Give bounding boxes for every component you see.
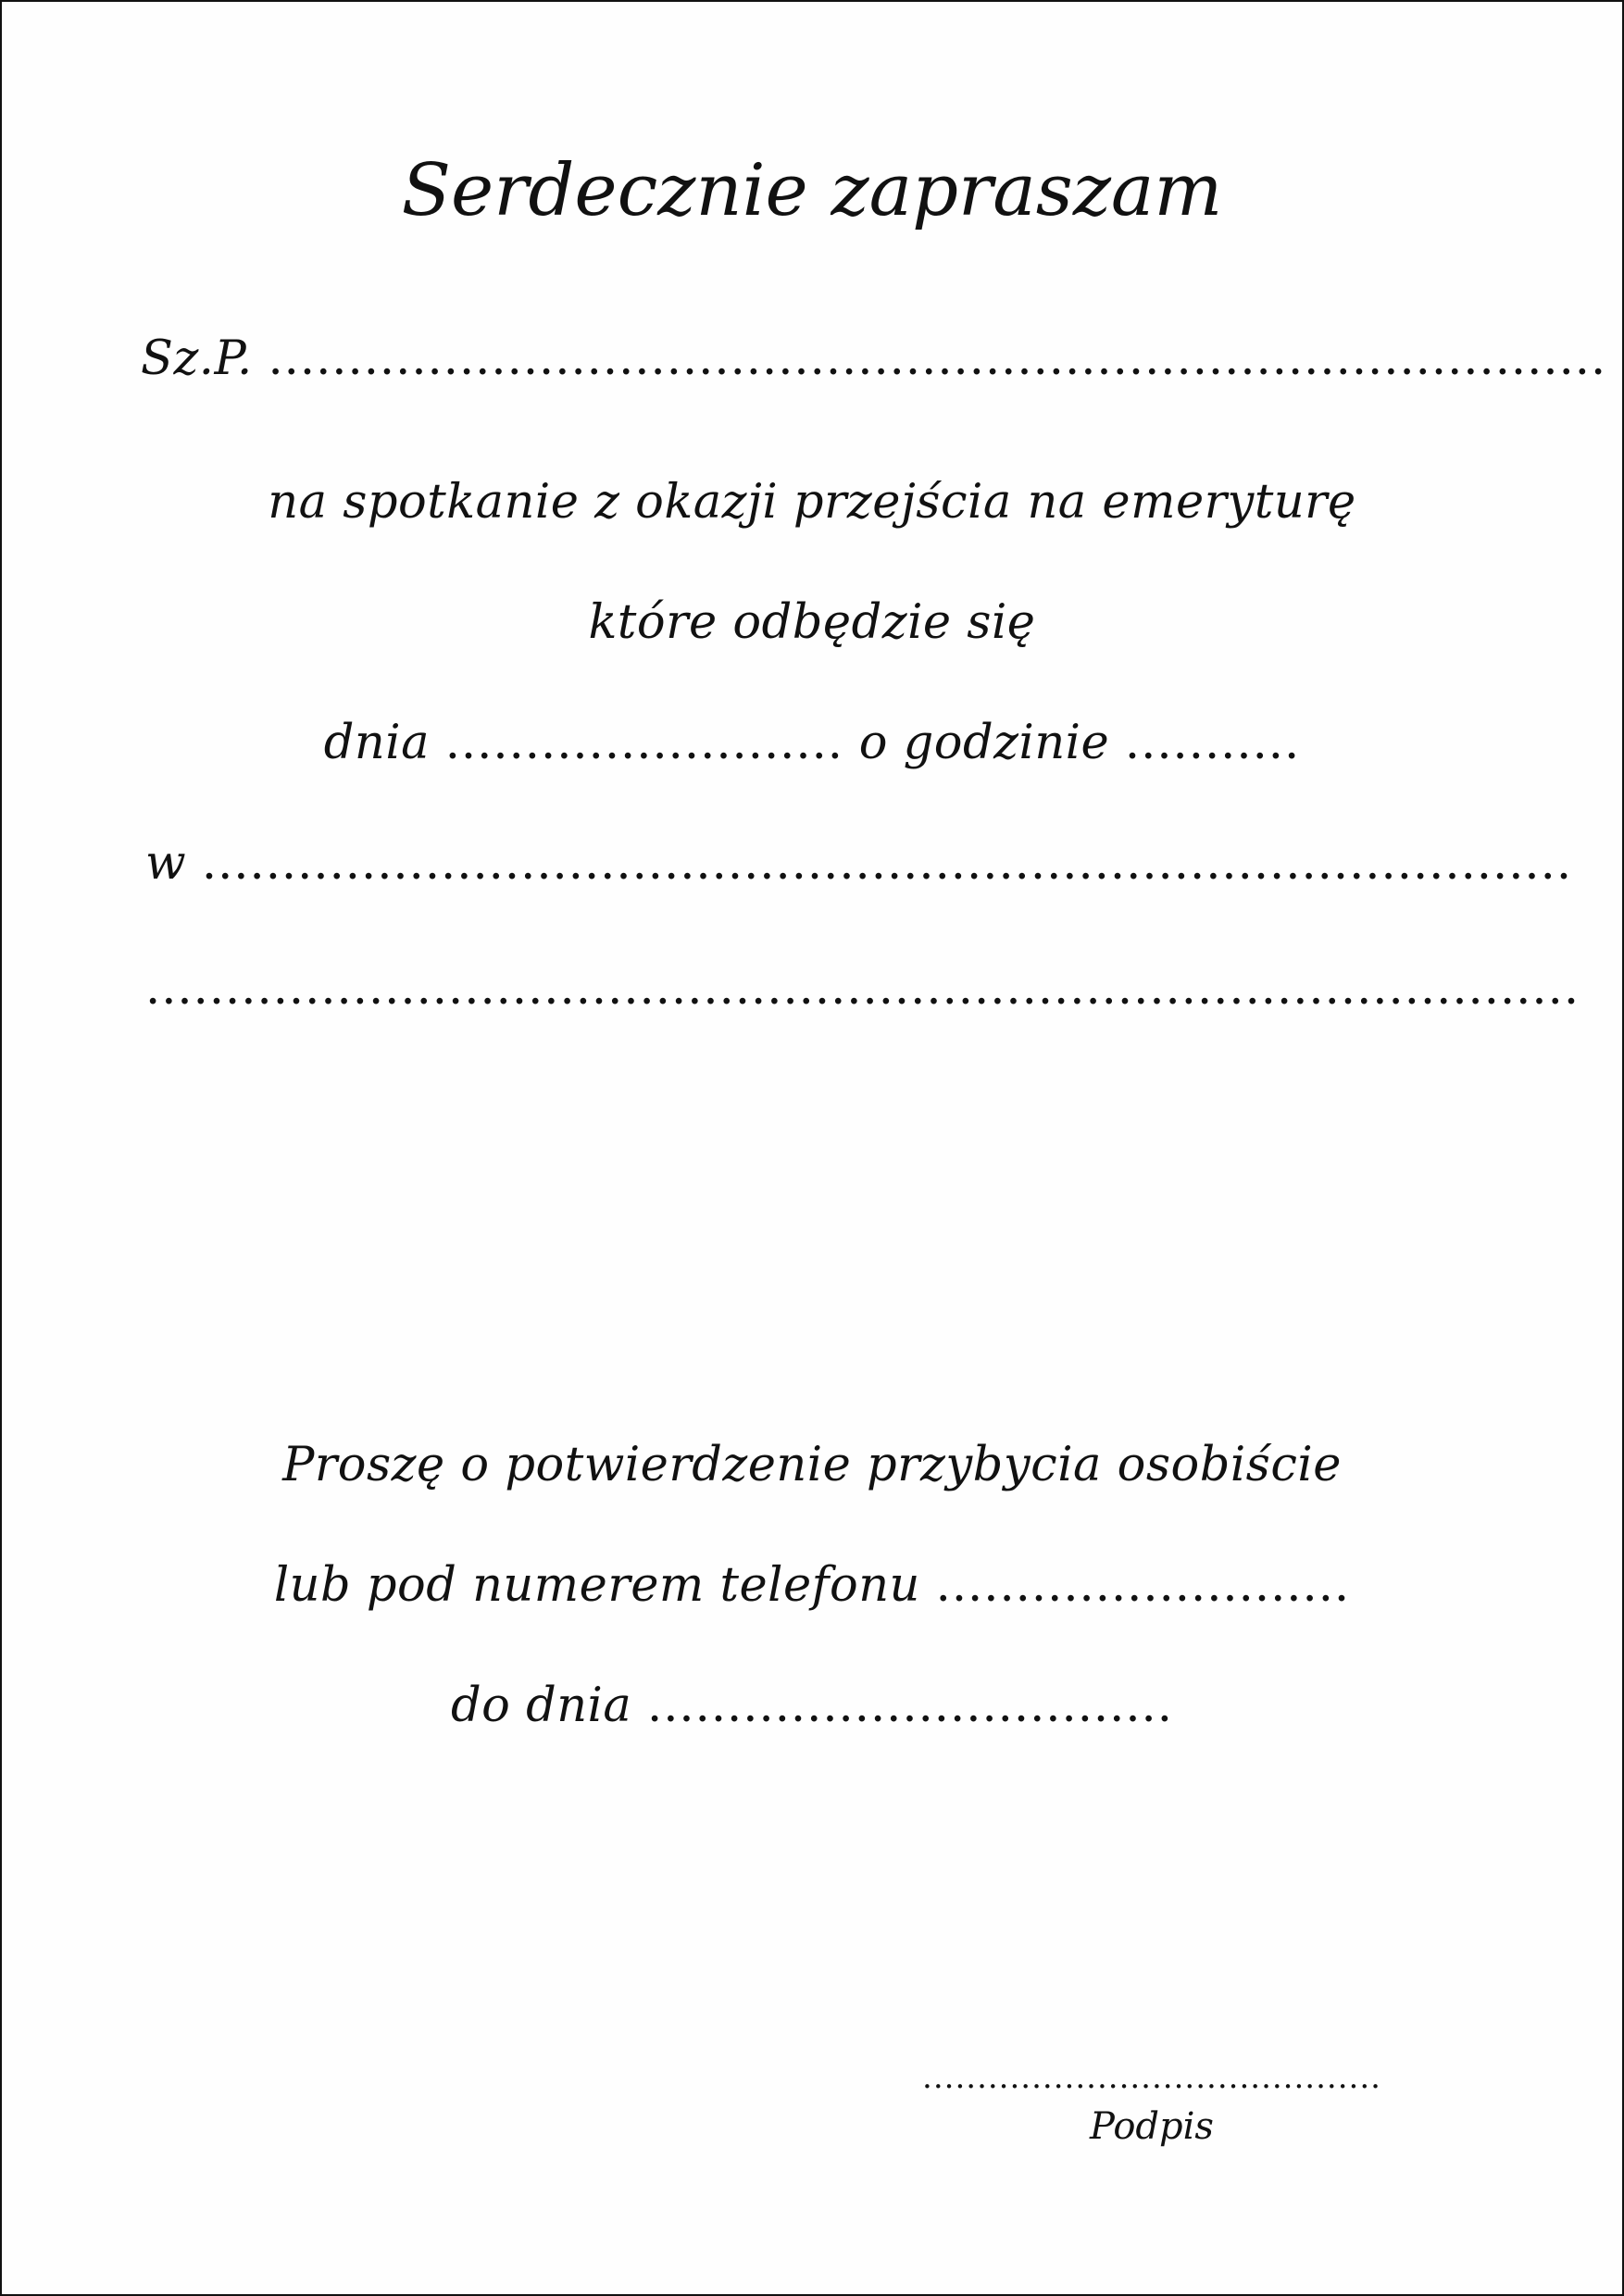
time-field[interactable]: ........... [1124,716,1301,770]
signature-field[interactable]: .......................................... [922,2059,1381,2096]
signature-label: Podpis [1090,2105,1214,2148]
deadline-row [2,1678,1622,1733]
phone-row [2,1558,1622,1613]
phone-label: lub pod numerem telefonu [273,1558,920,1613]
place-row [145,836,1573,891]
deadline-label: do dnia [451,1678,632,1733]
date-time-row [2,716,1622,770]
phone-field[interactable]: .......................... [935,1558,1351,1613]
place-label: w [145,836,187,891]
date-label: dnia [323,716,430,770]
place-row-2 [145,961,1580,1016]
place-field-2[interactable]: .......................................................................................... [145,961,1580,1016]
occasion-text: na spotkanie z okazji przejścia na emeryturę [268,475,1356,530]
event-intro-text: które odbędzie się [588,595,1036,650]
time-label: o godzinie [858,716,1110,770]
deadline-field[interactable]: ................................. [647,1678,1173,1733]
date-field[interactable]: ......................... [444,716,844,770]
place-field[interactable]: ...................................................................................... [201,836,1573,891]
addressee-label: Sz.P. [141,331,253,386]
addressee-field[interactable]: .................................................................................... [268,331,1607,386]
confirmation-text: Proszę o potwierdzenie przybycia osobiście [282,1438,1342,1492]
page-title: Serdecznie zapraszam [401,149,1223,232]
addressee-row [141,331,1607,386]
